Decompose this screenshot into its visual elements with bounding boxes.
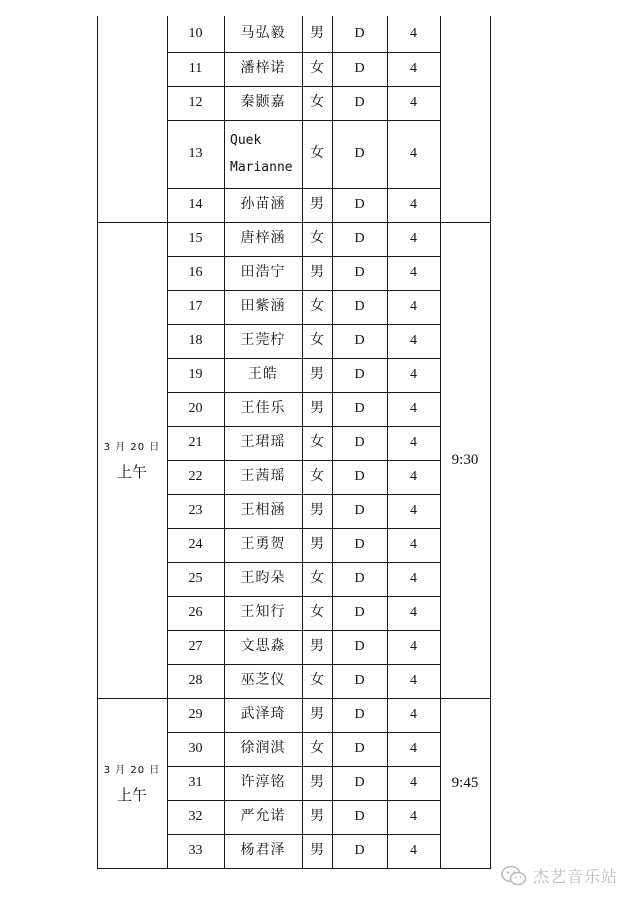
watermark-text: 杰艺音乐站 <box>532 867 618 886</box>
student-gender: 女 <box>310 570 324 587</box>
student-name: 马弘毅 <box>240 25 286 42</box>
row-number: 31 <box>188 775 203 791</box>
exam-grade: D <box>354 809 365 825</box>
row-number: 21 <box>188 435 203 451</box>
student-name: 秦颢嘉 <box>240 94 286 111</box>
exam-level: 4 <box>410 435 417 451</box>
exam-grade: D <box>354 673 365 689</box>
student-name: 文思淼 <box>240 638 286 655</box>
exam-grade: D <box>354 146 365 162</box>
row-number: 29 <box>188 707 203 723</box>
row-number: 25 <box>188 571 203 587</box>
student-gender: 男 <box>310 25 324 42</box>
exam-level: 4 <box>410 571 417 587</box>
exam-grade: D <box>354 95 365 111</box>
student-gender: 女 <box>310 434 324 451</box>
exam-level: 4 <box>410 265 417 281</box>
exam-level: 4 <box>410 809 417 825</box>
student-name: Quek Marianne <box>230 132 293 175</box>
student-name: 王皓 <box>248 366 278 383</box>
student-name: 严允诺 <box>240 808 286 825</box>
watermark <box>501 864 618 887</box>
student-gender: 男 <box>310 400 324 417</box>
student-gender: 男 <box>310 536 324 553</box>
exam-grade: D <box>354 401 365 417</box>
row-number: 23 <box>188 503 203 519</box>
student-name: 武泽琦 <box>240 706 286 723</box>
student-gender: 女 <box>310 604 324 621</box>
exam-level: 4 <box>410 605 417 621</box>
student-name: 潘梓诺 <box>240 60 286 77</box>
exam-grade: D <box>354 61 365 77</box>
exam-grade: D <box>354 435 365 451</box>
student-gender: 女 <box>310 740 324 757</box>
student-gender: 男 <box>310 842 324 859</box>
exam-level: 4 <box>410 95 417 111</box>
session-time: 9:30 <box>451 451 479 468</box>
exam-grade: D <box>354 265 365 281</box>
exam-grade: D <box>354 26 365 42</box>
row-number: 24 <box>188 537 203 553</box>
row-number: 14 <box>188 197 203 213</box>
student-gender: 男 <box>310 366 324 383</box>
row-number: 27 <box>188 639 203 655</box>
exam-grade: D <box>354 707 365 723</box>
student-gender: 女 <box>310 298 324 315</box>
student-name: 王知行 <box>240 604 286 621</box>
student-gender: 男 <box>310 502 324 519</box>
exam-level: 4 <box>410 231 417 247</box>
student-gender: 男 <box>310 196 324 213</box>
row-number: 10 <box>188 26 203 42</box>
exam-grade: D <box>354 775 365 791</box>
exam-level: 4 <box>410 401 417 417</box>
row-number: 13 <box>188 146 203 162</box>
exam-grade: D <box>354 367 365 383</box>
student-name: 王珺瑶 <box>240 434 286 451</box>
exam-level: 4 <box>410 707 417 723</box>
row-number: 20 <box>188 401 203 417</box>
session-date <box>97 698 167 868</box>
row-number: 28 <box>188 673 203 689</box>
row-number: 30 <box>188 741 203 757</box>
student-name: 王昀朵 <box>240 570 286 587</box>
student-gender: 男 <box>310 638 324 655</box>
student-gender: 女 <box>310 468 324 485</box>
student-gender: 男 <box>310 264 324 281</box>
student-gender: 女 <box>310 60 324 77</box>
exam-level: 4 <box>410 146 417 162</box>
student-name: 巫芝仪 <box>240 672 286 689</box>
student-name: 田浩宁 <box>240 264 286 281</box>
row-number: 11 <box>188 61 203 77</box>
row-number: 33 <box>188 843 203 859</box>
exam-level: 4 <box>410 61 417 77</box>
student-name: 王茜瑶 <box>240 468 286 485</box>
student-gender: 男 <box>310 808 324 825</box>
exam-level: 4 <box>410 333 417 349</box>
exam-grade: D <box>354 299 365 315</box>
student-gender: 男 <box>310 774 324 791</box>
exam-level: 4 <box>410 843 417 859</box>
student-name: 王勇贺 <box>240 536 286 553</box>
exam-grade: D <box>354 537 365 553</box>
exam-grade: D <box>354 231 365 247</box>
exam-level: 4 <box>410 367 417 383</box>
grid-vline <box>490 16 491 868</box>
exam-grade: D <box>354 469 365 485</box>
row-number: 22 <box>188 469 203 485</box>
exam-level: 4 <box>410 26 417 42</box>
exam-grade: D <box>354 503 365 519</box>
exam-grade: D <box>354 333 365 349</box>
exam-grade: D <box>354 843 365 859</box>
exam-grade: D <box>354 605 365 621</box>
student-name: 徐润淇 <box>240 740 286 757</box>
exam-level: 4 <box>410 741 417 757</box>
wechat-icon <box>501 865 527 887</box>
period-label: 上午 <box>116 786 147 804</box>
row-number: 16 <box>188 265 203 281</box>
student-gender: 女 <box>310 94 324 111</box>
session-time: 9:45 <box>451 774 479 791</box>
row-number: 15 <box>188 231 203 247</box>
row-number: 12 <box>188 95 203 111</box>
row-number: 17 <box>188 299 203 315</box>
exam-level: 4 <box>410 503 417 519</box>
exam-level: 4 <box>410 299 417 315</box>
exam-level: 4 <box>410 639 417 655</box>
student-gender: 女 <box>310 672 324 689</box>
student-name: 田紫涵 <box>240 298 286 315</box>
student-gender: 女 <box>310 332 324 349</box>
student-name: 孙苗涵 <box>240 196 286 213</box>
row-number: 18 <box>188 333 203 349</box>
row-number: 19 <box>188 367 203 383</box>
date-label: 3 月 20 日 <box>103 765 161 776</box>
exam-level: 4 <box>410 775 417 791</box>
exam-level: 4 <box>410 537 417 553</box>
group-divider <box>97 868 491 869</box>
period-label: 上午 <box>116 463 147 481</box>
student-gender: 男 <box>310 706 324 723</box>
exam-grade: D <box>354 571 365 587</box>
exam-grade: D <box>354 639 365 655</box>
exam-level: 4 <box>410 197 417 213</box>
student-gender: 女 <box>310 145 324 162</box>
exam-level: 4 <box>410 673 417 689</box>
exam-grade: D <box>354 197 365 213</box>
exam-grade: D <box>354 741 365 757</box>
session-date <box>97 222 167 698</box>
exam-level: 4 <box>410 469 417 485</box>
date-label: 3 月 20 日 <box>103 442 161 453</box>
row-number: 26 <box>188 605 203 621</box>
row-number: 32 <box>188 809 203 825</box>
student-name: 杨君泽 <box>240 842 286 859</box>
student-name: 王莞柠 <box>240 332 286 349</box>
student-name: 许淳铭 <box>240 774 286 791</box>
student-name: 唐梓涵 <box>240 230 286 247</box>
student-gender: 女 <box>310 230 324 247</box>
student-name: 王相涵 <box>240 502 286 519</box>
student-name: 王佳乐 <box>240 400 286 417</box>
